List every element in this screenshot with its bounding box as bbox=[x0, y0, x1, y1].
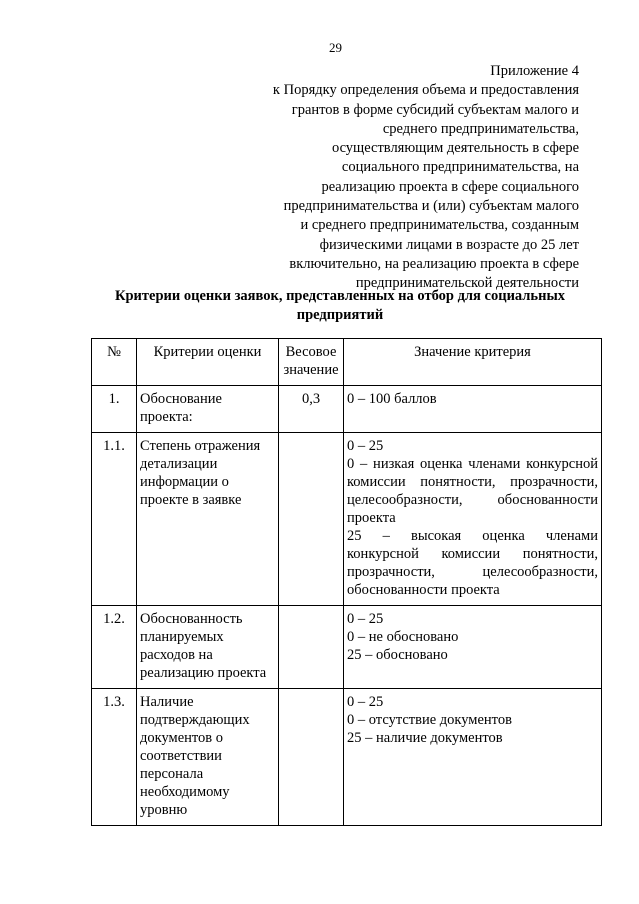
value-line: 0 – 25 bbox=[347, 438, 384, 454]
appendix-line: к Порядку определения объема и предоставления bbox=[272, 82, 579, 99]
table-row bbox=[92, 386, 602, 433]
value-line: 0 – 25 bbox=[347, 694, 384, 710]
row-criteria: Обоснованность планируемых расходов на реализацию проекта bbox=[137, 606, 279, 689]
row-value bbox=[344, 689, 602, 826]
appendix-line: физическими лицами в возрасте до 25 лет bbox=[319, 236, 579, 253]
appendix-line: предпринимательской деятельности bbox=[355, 275, 579, 292]
row-weight: 0,3 bbox=[279, 386, 344, 433]
appendix-line: среднего предпринимательства, bbox=[382, 120, 579, 137]
appendix-line: включительно, на реализацию проекта в сфере bbox=[289, 255, 579, 272]
table-row bbox=[92, 689, 602, 826]
row-value bbox=[344, 433, 602, 606]
row-num: 1.2. bbox=[92, 606, 137, 689]
row-value bbox=[344, 386, 602, 433]
row-value bbox=[344, 606, 602, 689]
value-line: 0 – 25 bbox=[347, 611, 384, 627]
table-row bbox=[92, 606, 602, 689]
header-weight: Весовое значение bbox=[279, 339, 344, 386]
value-line: 25 – обосновано bbox=[347, 647, 448, 663]
row-num: 1.3. bbox=[92, 689, 137, 826]
row-criteria: Наличие подтверждающих документов о соответствии персонала необходимому уровню bbox=[137, 689, 279, 826]
title-line-1: Критерии оценки заявок, представленных на отбор для социальных bbox=[114, 288, 566, 304]
page-number: 29 bbox=[329, 40, 342, 55]
appendix-line: социального предпринимательства, на bbox=[341, 159, 579, 176]
row-criteria: Обоснование проекта: bbox=[137, 386, 279, 433]
appendix-line: осуществляющим деятельность в сфере bbox=[331, 140, 579, 157]
appendix-line: и среднего предпринимательства, созданным bbox=[300, 217, 579, 234]
row-criteria: Степень отражения детализации информации о проекте в заявке bbox=[137, 433, 279, 606]
document-title bbox=[60, 287, 620, 325]
row-weight bbox=[279, 606, 344, 689]
table-header-row bbox=[92, 339, 602, 386]
header-criteria: Критерии оценки bbox=[137, 339, 279, 386]
value-line: 0 – не обосновано bbox=[347, 629, 459, 645]
appendix-line: предпринимательства и (или) субъектам малого bbox=[283, 198, 579, 215]
appendix-line: реализацию проекта в сфере социального bbox=[321, 178, 579, 195]
appendix-line: грантов в форме субсидий субъектам малого и bbox=[291, 101, 579, 118]
value-line: 25 – высокая оценка членами конкурсной комиссии понятности, прозрачности, целесообразности, обоснованности проекта bbox=[347, 528, 598, 598]
appendix-header bbox=[219, 62, 579, 294]
table-row bbox=[92, 433, 602, 606]
appendix-line: Приложение 4 bbox=[490, 63, 579, 79]
row-num: 1. bbox=[92, 386, 137, 433]
value-line: 0 – отсутствие документов bbox=[347, 712, 512, 728]
header-num: № bbox=[92, 339, 137, 386]
row-num: 1.1. bbox=[92, 433, 137, 606]
criteria-table bbox=[91, 338, 602, 826]
row-weight bbox=[279, 689, 344, 826]
value-line: 0 – 100 баллов bbox=[347, 391, 437, 407]
value-line: 0 – низкая оценка членами конкурсной комиссии понятности, прозрачности, целесообразности, обоснованности проекта bbox=[347, 456, 598, 526]
header-value: Значение критерия bbox=[344, 339, 602, 386]
row-weight bbox=[279, 433, 344, 606]
title-line-2: предприятий bbox=[296, 307, 384, 323]
value-line: 25 – наличие документов bbox=[347, 730, 503, 746]
